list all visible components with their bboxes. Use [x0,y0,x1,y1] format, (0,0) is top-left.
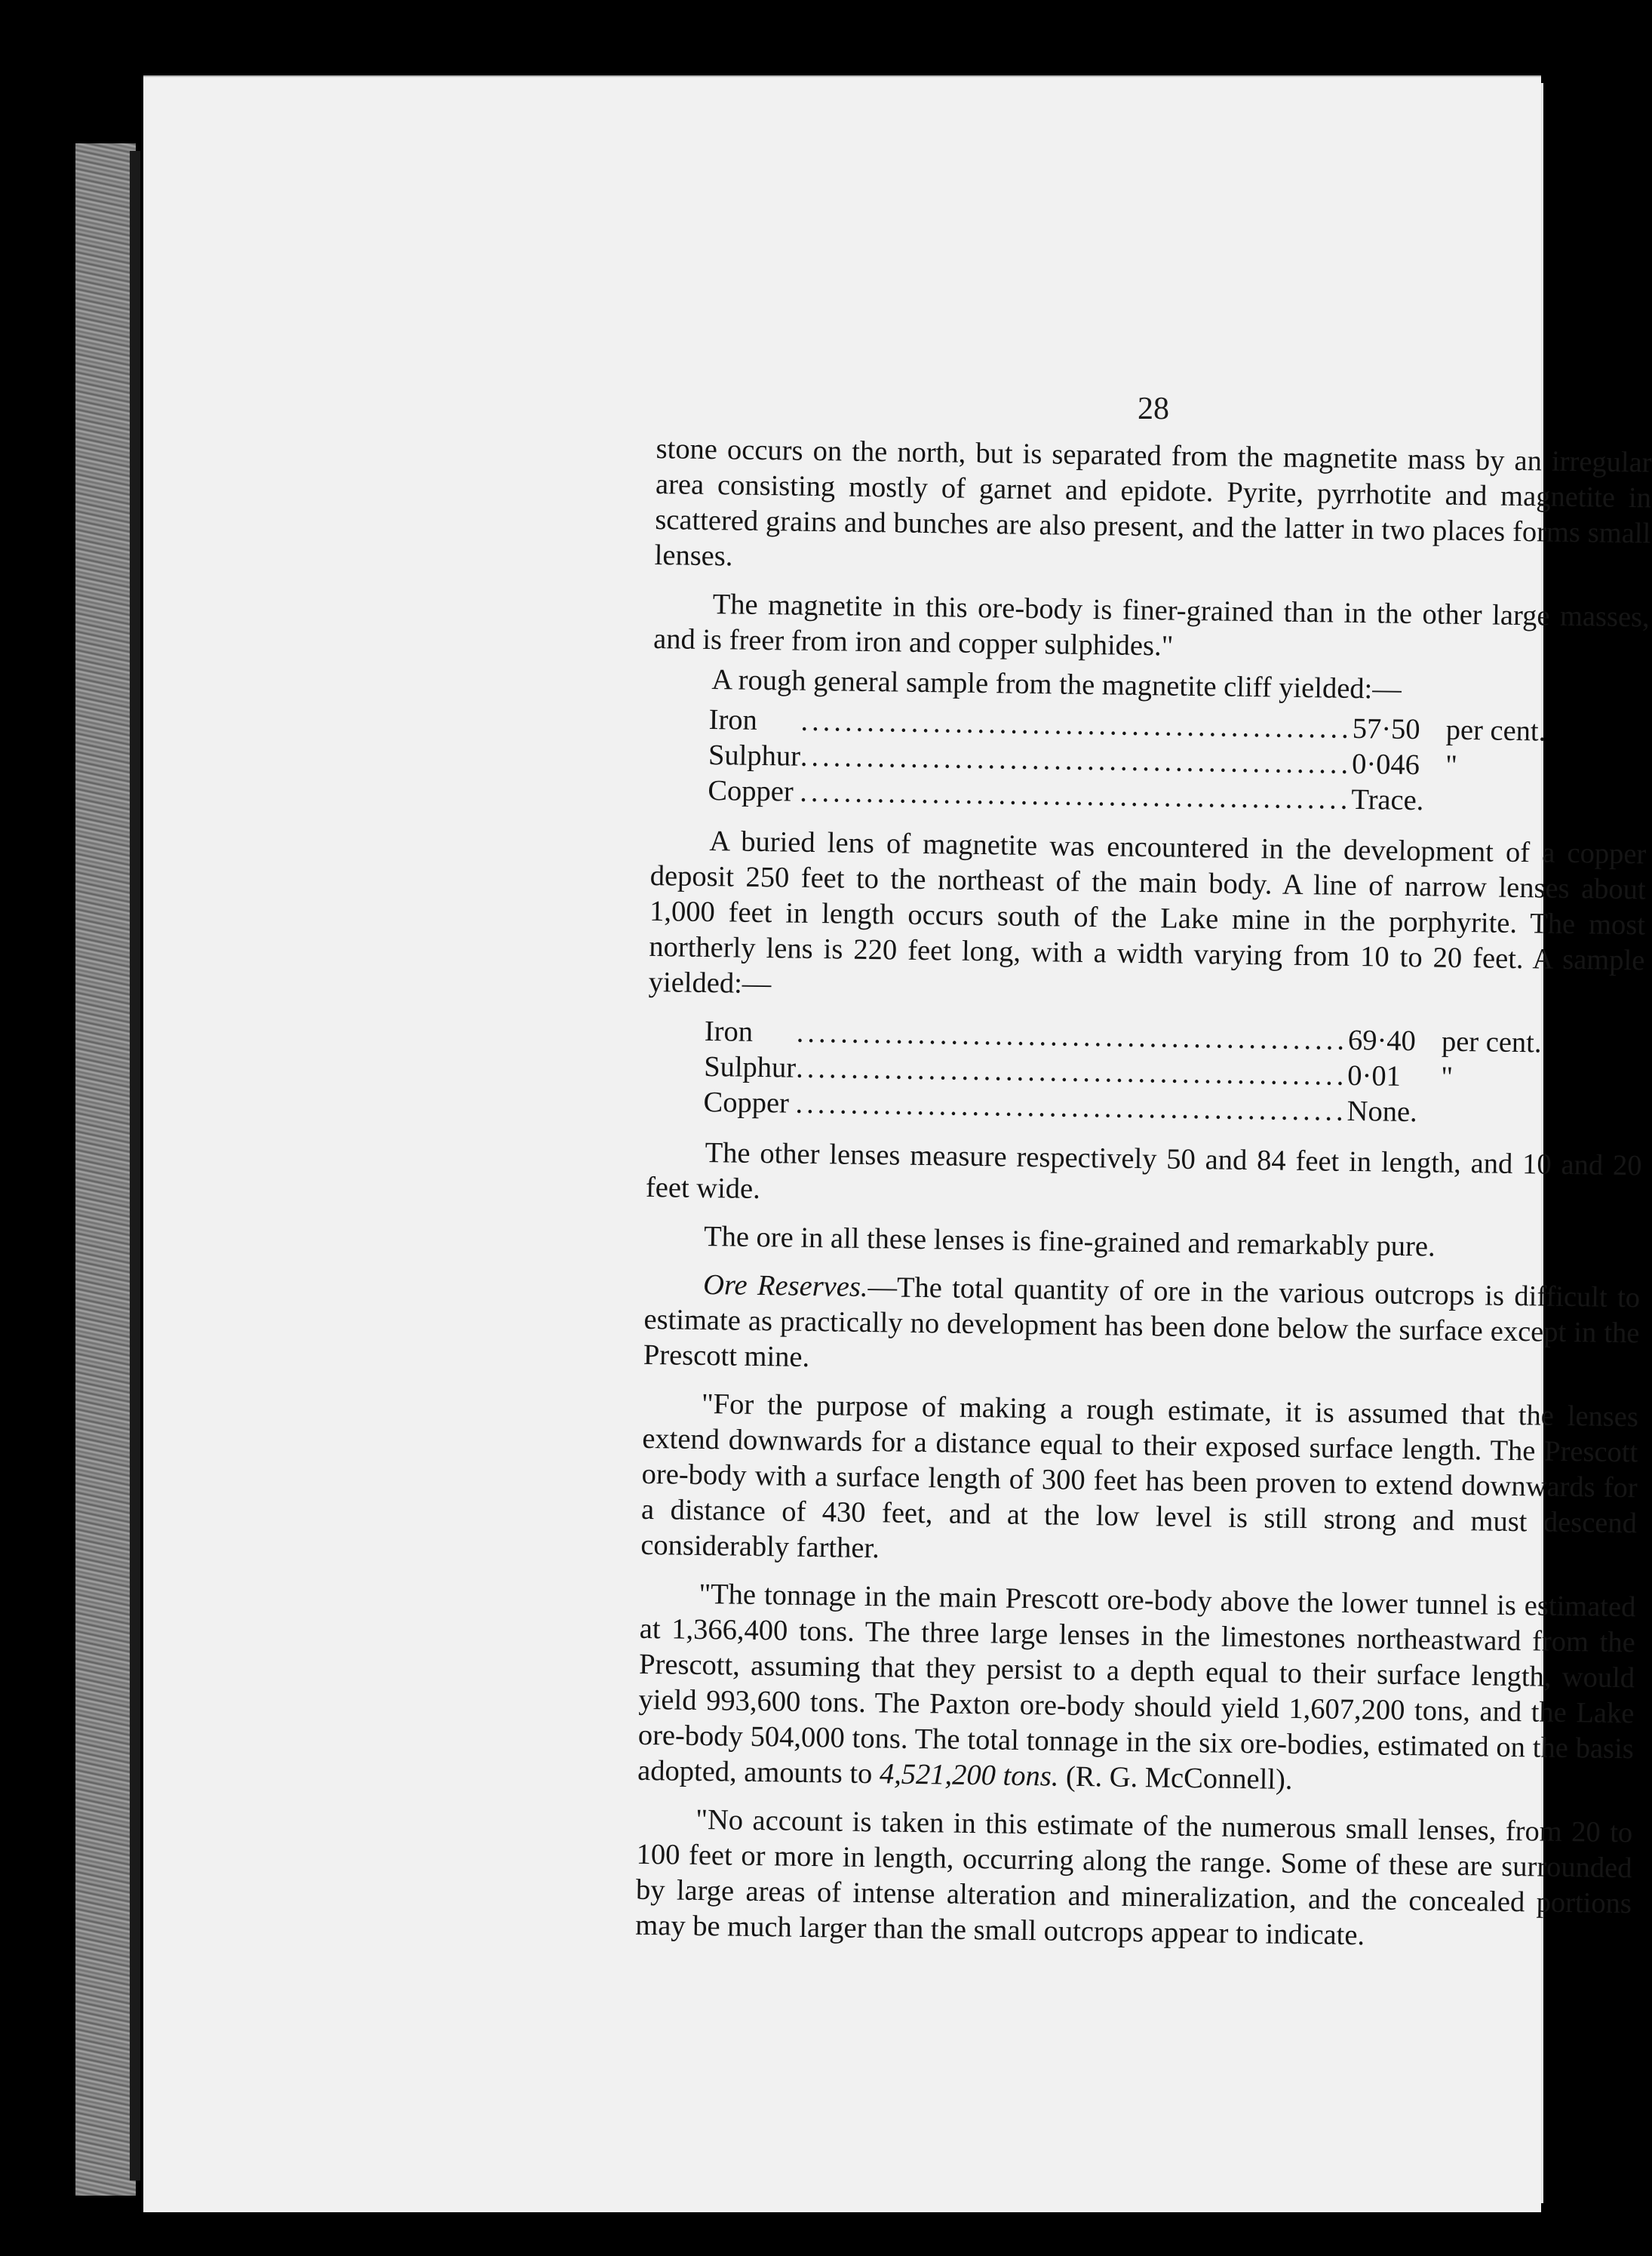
assay-value: None. [1346,1095,1418,1129]
book-page [143,75,1652,2212]
assay-unit: " [1441,1061,1454,1093]
paragraph: The other lenses measure respectively 50 and 84 feet in length, and 10 and 20 feet wide. [645,1136,1642,1206]
assay-value: 57·50 [1352,712,1420,746]
ore-reserves-paragraph [643,1267,1641,1387]
assay-unit [1429,1095,1561,1132]
assay-unit: " [1445,749,1458,782]
leader-dots: .................................................. [799,776,1352,816]
paragraph: The ore in all these lenses is fine-grained and remarkably pure. [703,1220,1436,1263]
assay-element: Iron [708,704,758,736]
leader-dots: .................................................. [800,740,1353,780]
assay-element: Copper [703,1086,790,1120]
leader-dots: .................................................. [800,705,1353,745]
total-tonnage: 4,521,200 tons. [879,1758,1059,1793]
paragraph: "No account is taken in this estimate of the numerous small lenses, from 20 to 100 feet or more in length, occurring along the range. Some of these are surrounded by large areas of intense alteration and mineralization, and the concealed portions may be much larger than the small outcrops appear to indicate. [635,1803,1633,1952]
assay-element: Sulphur [708,739,801,773]
assay-table [703,1014,1562,1133]
assay-value: 69·40 [1347,1024,1417,1058]
page-body [635,432,1652,1970]
paragraph: The magnetite in this ore-body is finer-grained than in the other large masses, and is freer from iron and copper sulphides." [653,589,1650,662]
paragraph-text: "The tonnage in the main Prescott ore-body above the lower tunnel is estimated at 1,366,400 tons. The three large lenses in the limestones northeastward from the Prescott, assuming that they persist to a depth equal to their surface length, would yield 993,600 tons. The Paxton ore-body should yield 1,607,200 tons, and the Lake ore-body 504,000 tons. The total tonnage in the six ore-bodies, estimated on the basis adopted, amounts to [637,1578,1636,1790]
paragraph: stone occurs on the north, but is separated from the magnetite mass by an irregular area consisting mostly of garnet and epidote. Pyrite, pyrrhotite and magnetite in scattered grains and bunches are also present, and the latter in two places forms small lenses. [654,432,1652,573]
assay-value: 0·046 [1351,748,1420,782]
citation: (R. G. McConnell). [1058,1760,1293,1796]
paragraph-text: —The total quantity of ore in the various outcrops is difficult to estimate as practically no development has been done below the surface except in the Prescott mine. [643,1271,1641,1373]
assay-element: Copper [708,775,794,808]
assay-table [708,702,1567,821]
assay-element: Sulphur [703,1050,797,1084]
section-heading: Ore Reserves. [702,1268,868,1304]
assay-element: Iron [704,1015,754,1048]
assay-unit: per cent. [1441,1025,1542,1059]
leader-dots: .................................................. [795,1052,1348,1092]
paragraph: A rough general sample from the magnetite cliff yielded:— [711,664,1402,705]
assay-unit [1434,783,1566,820]
leader-dots: .................................................. [795,1087,1347,1127]
paragraph: "For the purpose of making a rough estimate, it is assumed that the lenses extend downwards for a distance equal to their exposed surface length. The Prescott ore-body with a surface length of 300 feet has been proven to extend downwards for a distance of 430 feet, and at the low level is still strong and must descend considerably farther. [640,1388,1639,1565]
leader-dots: .................................................. [796,1016,1349,1056]
assay-value: Trace. [1351,783,1424,817]
assay-unit: per cent. [1445,714,1546,748]
tonnage-paragraph [637,1576,1636,1803]
paragraph: A buried lens of magnetite was encountered in the development of a copper deposit 250 feet to the northeast of the main body. A line of narrow lenses about 1,000 feet in length occurs south of the Lake mine in the porphyrite. The most northerly lens is 220 feet long, with a width varying from 10 to 20 feet. A sample yielded:— [648,825,1647,1000]
page-gutter-shadow [130,151,140,2181]
book-spine [75,143,136,2196]
page-number: 28 [1138,392,1169,426]
assay-value: 0·01 [1347,1059,1402,1093]
